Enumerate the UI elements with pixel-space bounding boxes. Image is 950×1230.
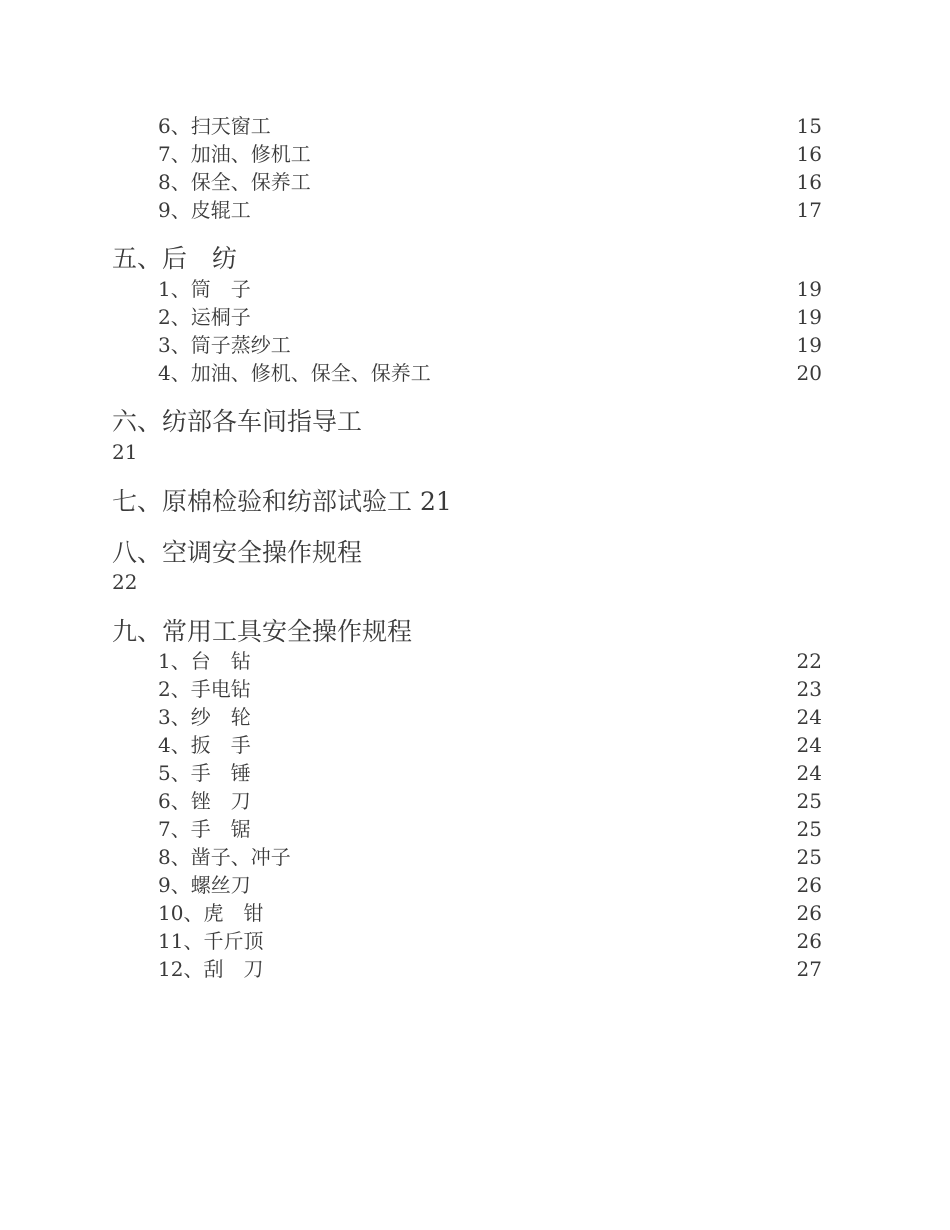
toc-item-label: 8、保全、保养工 (158, 170, 311, 194)
toc-item-page: 26 (796, 873, 822, 897)
toc-item-page: 24 (796, 761, 822, 785)
toc-item-page: 16 (796, 170, 822, 194)
toc-item-page: 20 (796, 361, 822, 385)
toc-item-page: 24 (796, 733, 822, 757)
toc-item-page: 22 (796, 649, 822, 673)
toc-item-page: 19 (796, 305, 822, 329)
toc-section-title: 八、空调安全操作规程 (112, 538, 363, 567)
toc-item-page: 27 (796, 957, 822, 981)
toc-item-label: 9、皮辊工 (158, 198, 251, 222)
toc-item-label: 6、扫天窗工 (158, 114, 271, 138)
toc-item-label: 2、手电钻 (158, 677, 251, 701)
toc-item-page: 19 (796, 333, 822, 357)
toc-item-page: 23 (796, 677, 822, 701)
toc-item-label: 3、纱 轮 (158, 705, 251, 729)
toc-section-page: 21 (112, 440, 138, 464)
toc-item-page: 25 (796, 789, 822, 813)
toc-item-page: 26 (796, 929, 822, 953)
toc-item-page: 25 (796, 845, 822, 869)
toc-item-page: 25 (796, 817, 822, 841)
toc-item-label: 6、锉 刀 (158, 789, 251, 813)
toc-section-title: 七、原棉检验和纺部试验工 21 (112, 487, 452, 516)
toc-item-label: 7、手 锯 (158, 817, 251, 841)
toc-item-label: 2、运桐子 (158, 305, 251, 329)
toc-item-label: 11、千斤顶 (158, 929, 264, 953)
toc-item-page: 15 (796, 114, 822, 138)
toc-item-label: 7、加油、修机工 (158, 142, 311, 166)
toc-item-label: 1、筒 子 (158, 277, 251, 301)
toc-section-title: 六、纺部各车间指导工 (112, 407, 363, 436)
toc-item-label: 4、扳 手 (158, 733, 251, 757)
toc-item-label: 1、台 钻 (158, 649, 251, 673)
toc-item-label: 8、凿子、冲子 (158, 845, 291, 869)
toc-section-title: 九、常用工具安全操作规程 (112, 617, 413, 646)
toc-item-label: 10、虎 钳 (158, 901, 264, 925)
toc-item-label: 9、螺丝刀 (158, 873, 251, 897)
toc-item-label: 3、筒子蒸纱工 (158, 333, 291, 357)
toc-section-page: 22 (112, 570, 138, 594)
toc-item-page: 24 (796, 705, 822, 729)
toc-item-label: 12、刮 刀 (158, 957, 264, 981)
toc-item-page: 16 (796, 142, 822, 166)
toc-item-page: 26 (796, 901, 822, 925)
toc-item-label: 4、加油、修机、保全、保养工 (158, 361, 431, 385)
toc-item-page: 19 (796, 277, 822, 301)
toc-section-title: 五、后 纺 (112, 244, 238, 273)
toc-item-page: 17 (796, 198, 822, 222)
toc-item-label: 5、手 锤 (158, 761, 251, 785)
